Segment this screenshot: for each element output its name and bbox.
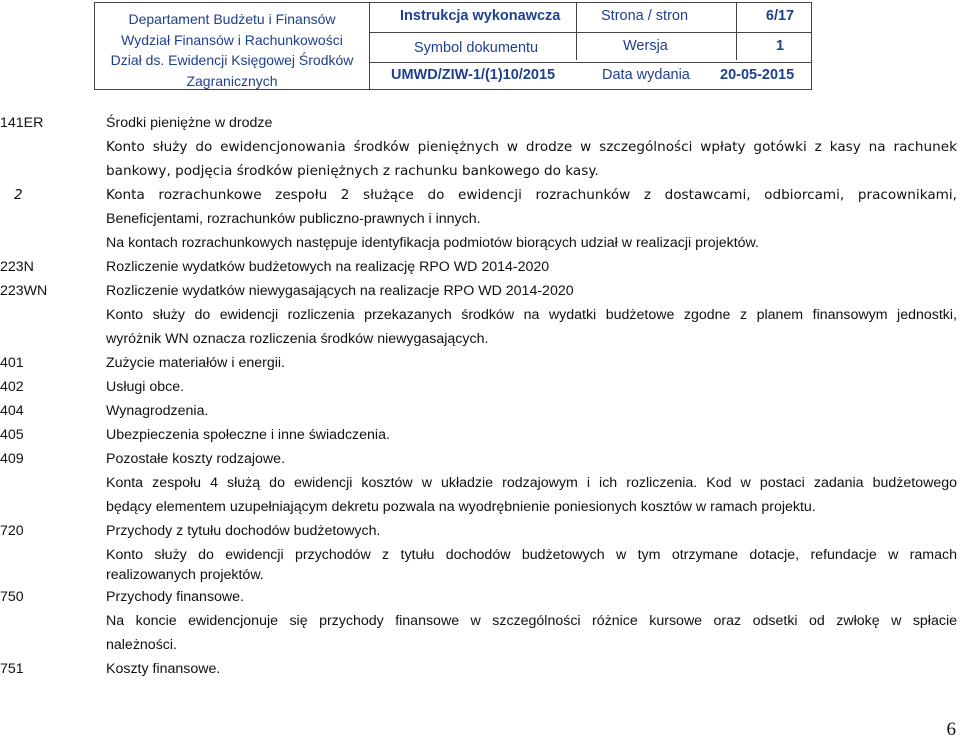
account-description: będący elementem uzupełniającym dekretu pozwala na wyodrębnienie poniesionych kosztów w ramach projektu. <box>106 499 816 515</box>
account-title: Usługi obce. <box>106 379 185 395</box>
account-description: Konto służy do ewidencjonowania środków pieniężnych w drodze w szczególności wpłaty gotówki z kasy na rachunek <box>106 139 957 155</box>
account-title: Środki pieniężne w drodze <box>106 115 273 131</box>
account-title: Rozliczenie wydatków budżetowych na realizację RPO WD 2014-2020 <box>106 259 550 275</box>
account-description: Na kontach rozrachunkowych następuje identyfikacja podmiotów biorących udział w realizacji projektów. <box>106 235 759 251</box>
account-code: 223WN <box>0 283 48 299</box>
account-title: Wynagrodzenia. <box>106 403 209 419</box>
account-title: Ubezpieczenia społeczne i inne świadczenia. <box>106 427 390 443</box>
account-title: Przychody finansowe. <box>106 589 245 605</box>
account-description: należności. <box>106 637 177 653</box>
header-divider <box>369 3 370 89</box>
date-value: 20-05-2015 <box>720 67 795 83</box>
document-type: Instrukcja wykonawcza <box>400 8 561 24</box>
account-code: 401 <box>0 355 24 371</box>
account-code: 750 <box>0 589 24 605</box>
page-label: Strona / stron <box>601 8 689 24</box>
account-code: 141ER <box>0 115 44 131</box>
account-description: Konto służy do ewidencji przychodów z tytułu dochodów budżetowych w tym otrzymane dotacje, refundacje w ramach <box>106 547 957 563</box>
account-title: Przychody z tytułu dochodów budżetowych. <box>106 523 381 539</box>
account-description: Na koncie ewidencjonuje się przychody finansowe w szczególności różnice kursowe oraz odsetki od zwłokę w spłacie <box>106 613 957 629</box>
account-description: Konta zespołu 4 służą do ewidencji kosztów w układzie rodzajowym i ich rozliczenia. Kod w postaci zadania budżetowego <box>106 475 957 491</box>
account-description: Konto służy do ewidencji rozliczenia przekazanych środków na wydatki budżetowe zgodne z planem finansowym jednostki, <box>106 307 957 323</box>
department-name: Departament Budżetu i Finansów Wydział Finansów i Rachunkowości Dział ds. Ewidencji Księgowej Środków Zagranicznych <box>110 11 354 89</box>
account-code: 405 <box>0 427 24 443</box>
header-divider <box>736 3 737 60</box>
account-code: 404 <box>0 403 24 419</box>
account-title: Pozostałe koszty rodzajowe. <box>106 451 286 467</box>
account-code: 751 <box>0 661 24 677</box>
account-description: bankowy, podjęcia środków pieniężnych z rachunku bankowego do kasy. <box>106 163 599 179</box>
symbol-value: UMWD/ZIW-1/(1)10/2015 <box>391 67 556 83</box>
account-code: 223N <box>0 259 34 275</box>
account-code: 2 <box>14 187 23 203</box>
account-title: Konta rozrachunkowe zespołu 2 służące do ewidencji rozrachunków z dostawcami, odbiorcami, pracownikami, <box>106 187 957 203</box>
symbol-label: Symbol dokumentu <box>414 40 539 56</box>
account-description: realizowanych projektów. <box>106 567 264 583</box>
version-label: Wersja <box>623 38 668 54</box>
account-title: Rozliczenie wydatków niewygasających na realizacje RPO WD 2014-2020 <box>106 283 574 299</box>
account-code: 402 <box>0 379 24 395</box>
account-description: Beneficjentami, rozrachunków publiczno-prawnych i innych. <box>106 211 481 227</box>
header-divider <box>369 32 811 33</box>
account-title: Koszty finansowe. <box>106 661 221 677</box>
account-description: wyróżnik WN oznacza rozliczenia środków niewygasających. <box>106 331 489 347</box>
account-title: Zużycie materiałów i energii. <box>106 355 285 371</box>
page-value: 6/17 <box>765 8 795 24</box>
page-number: 6 <box>946 719 956 740</box>
header-divider <box>576 3 577 60</box>
document-header-table <box>94 2 812 90</box>
version-value: 1 <box>775 38 785 54</box>
date-label: Data wydania <box>602 67 690 83</box>
account-code: 720 <box>0 523 24 539</box>
account-code: 409 <box>0 451 24 467</box>
header-divider <box>369 62 811 63</box>
